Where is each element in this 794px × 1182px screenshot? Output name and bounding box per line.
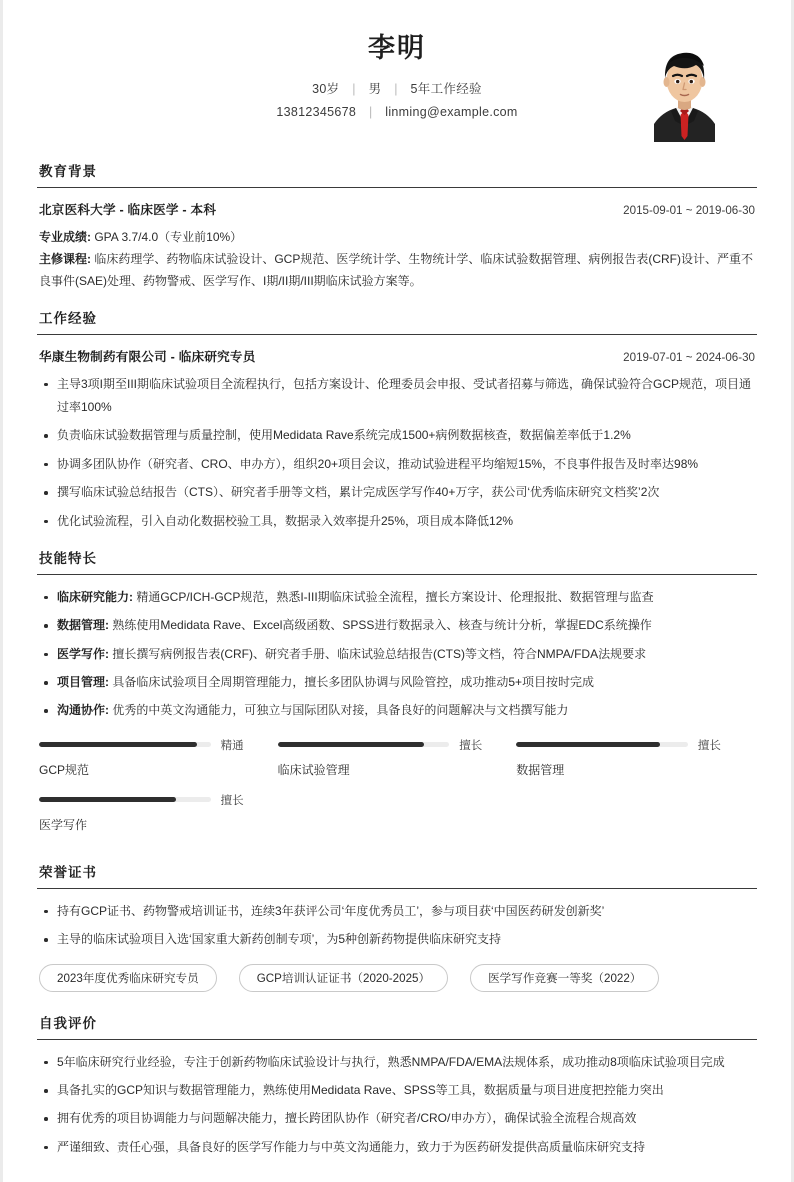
meta-separator: | <box>352 81 356 96</box>
list-item <box>37 586 757 609</box>
skill-bar-group <box>37 737 757 847</box>
contact-phone: 13812345678 <box>276 105 357 120</box>
list-item: 严谨细致、责任心强，具备良好的医学写作能力与中英文沟通能力，致力于为医药研发提供高质量临床研究支持 <box>37 1136 757 1159</box>
list-item: 拥有优秀的项目协调能力与问题解决能力，擅长跨团队协作（研究者/CRO/申办方），确保试验全流程合规高效 <box>37 1107 757 1130</box>
section-self-evaluation <box>37 1012 757 1160</box>
resume-header <box>37 34 757 146</box>
meta-gender: 男 <box>368 81 382 96</box>
skill-text: 擅长撰写病例报告表(CRF)、研究者手册、临床试验总结报告(CTS)等文档，符合NMPA/FDA法规要求 <box>112 646 647 661</box>
list-item <box>37 614 757 637</box>
education-entry-head <box>37 199 757 218</box>
work-entry <box>37 346 757 533</box>
certificate-tag[interactable]: 2023年度优秀临床研究专员 <box>39 964 217 992</box>
education-courses-value: 临床药理学、药物临床试验设计、GCP规范、医学统计学、生物统计学、临床试验数据管理、病例报告表(CRF)设计、严重不良事件(SAE)处理、药物警戒、医学写作、I期/II期/III期临床试验方案等。 <box>39 252 754 289</box>
self-evaluation-bullet-list <box>37 1051 757 1160</box>
section-title-honors: 荣誉证书 <box>37 861 757 889</box>
certificate-tag[interactable]: GCP培训认证证书（2020-2025） <box>239 964 448 992</box>
avatar-illustration <box>638 38 731 142</box>
contact-email: linming@example.com <box>385 105 518 120</box>
skill-bar-fill <box>39 797 176 802</box>
list-item: 主导的临床试验项目入选‘国家重大新药创制专项’，为5种创新药物提供临床研究支持 <box>37 928 757 951</box>
skill-bar-name: 数据管理 <box>516 762 565 777</box>
section-skills <box>37 547 757 847</box>
work-entry-head <box>37 346 757 365</box>
list-item <box>37 699 757 722</box>
list-item <box>37 671 757 694</box>
skill-label: 项目管理: <box>57 675 109 690</box>
skill-bar-fill <box>516 742 660 747</box>
skill-bar-item <box>39 737 278 778</box>
education-gpa-value: GPA 3.7/4.0（专业前10%） <box>94 230 243 244</box>
education-date: 2015-09-01 ~ 2019-06-30 <box>623 204 755 217</box>
meta-separator: | <box>394 81 398 96</box>
education-school: 北京医科大学 - 临床医学 - 本科 <box>39 203 217 217</box>
work-company-role: 华康生物制药有限公司 - 临床研究专员 <box>39 349 256 364</box>
list-item: 优化试验流程，引入自动化数据校验工具，数据录入效率提升25%，项目成本降低12% <box>37 510 757 533</box>
list-item: 5年临床研究行业经验，专注于创新药物临床试验设计与执行，熟悉NMPA/FDA/EMA法规体系，成功推动8项临床试验项目完成 <box>37 1051 757 1074</box>
skill-bar-track <box>278 742 450 747</box>
skill-bar-fill <box>39 742 197 747</box>
list-item: 负责临床试验数据管理与质量控制，使用Medidata Rave系统完成1500+病例数据核查，数据偏差率低于1.2% <box>37 424 757 447</box>
education-entry <box>37 199 757 293</box>
skill-bar-level: 擅长 <box>220 794 244 807</box>
page-title: 李明 <box>368 33 426 63</box>
section-title-skills: 技能特长 <box>37 547 757 575</box>
list-item <box>37 643 757 666</box>
certificate-tag-group <box>37 964 757 998</box>
skills-bullet-list <box>37 586 757 723</box>
skill-text: 具备临床试验项目全周期管理能力，擅长多团队协调与风险管控，成功推动5+项目按时完成 <box>112 675 595 690</box>
meta-separator: | <box>368 105 373 120</box>
education-gpa-label: 专业成绩: <box>39 230 91 244</box>
skill-bar-track <box>39 742 211 747</box>
education-courses-label: 主修课程: <box>39 252 91 267</box>
list-item: 协调多团队协作（研究者、CRO、申办方），组织20+项目会议，推动试验进程平均缩短15%，不良事件报告及时率达98% <box>37 453 757 476</box>
section-work-experience <box>37 307 757 533</box>
list-item: 具备扎实的GCP知识与数据管理能力，熟练使用Medidata Rave、SPSS等工具，数据质量与项目进度把控能力突出 <box>37 1079 757 1102</box>
skill-bar-level: 擅长 <box>459 739 483 752</box>
meta-age: 30岁 <box>312 81 340 96</box>
skill-bar-name: GCP规范 <box>39 762 90 777</box>
skill-label: 数据管理: <box>57 618 109 633</box>
section-title-self-evaluation: 自我评价 <box>37 1012 757 1040</box>
honors-bullet-list <box>37 900 757 952</box>
skill-text: 熟练使用Medidata Rave、Excel高级函数、SPSS进行数据录入、核查与统计分析，掌握EDC系统操作 <box>112 618 652 633</box>
skill-bar-name: 医学写作 <box>39 817 88 832</box>
skill-label: 沟通协作: <box>57 703 109 718</box>
certificate-tag[interactable]: 医学写作竞赛一等奖（2022） <box>470 964 659 992</box>
contact-meta-line <box>147 101 647 125</box>
skill-bar-fill <box>278 742 424 747</box>
avatar <box>638 38 731 142</box>
skill-text: 精通GCP/ICH-GCP规范，熟悉I-III期临床试验全流程，擅长方案设计、伦理报批、数据管理与监查 <box>136 589 654 604</box>
skill-bar-item <box>278 737 517 778</box>
skill-text: 优秀的中英文沟通能力，可独立与国际团队对接，具备良好的问题解决与文档撰写能力 <box>112 703 569 718</box>
skill-bar-row <box>39 792 244 808</box>
work-date: 2019-07-01 ~ 2024-06-30 <box>623 350 755 364</box>
list-item: 主导3项I期至III期临床试验项目全流程执行，包括方案设计、伦理委员会申报、受试者招募与筛选，确保试验符合GCP规范，项目通过率100% <box>37 373 757 420</box>
section-title-work: 工作经验 <box>37 307 757 335</box>
skill-label: 医学写作: <box>57 646 109 661</box>
skill-bar-track <box>516 742 688 747</box>
skill-bar-level: 擅长 <box>697 739 721 752</box>
meta-experience: 5年工作经验 <box>410 81 482 96</box>
personal-meta-line <box>147 78 647 102</box>
skill-label: 临床研究能力: <box>57 589 133 604</box>
section-title-education: 教育背景 <box>37 160 757 188</box>
skill-bar-level: 精通 <box>220 739 244 752</box>
section-honors <box>37 861 757 998</box>
skill-bar-item <box>516 737 755 778</box>
skill-bar-row <box>39 737 244 753</box>
skill-bar-name: 临床试验管理 <box>277 762 350 777</box>
education-gpa-line <box>37 226 757 248</box>
skill-bar-item <box>39 792 278 833</box>
section-education <box>37 160 757 293</box>
skill-bar-track <box>39 797 211 802</box>
skill-bar-row <box>278 737 483 753</box>
work-bullet-list <box>37 373 757 533</box>
education-courses-line <box>37 248 757 292</box>
list-item: 撰写临床试验总结报告（CTS）、研究者手册等文档，累计完成医学写作40+万字，获公司‘优秀临床研究文档奖’2次 <box>37 481 757 504</box>
list-item: 持有GCP证书、药物警戒培训证书，连续3年获评公司‘年度优秀员工’，参与项目获‘中国医药研发创新奖’ <box>37 900 757 923</box>
skill-bar-row <box>516 737 721 753</box>
